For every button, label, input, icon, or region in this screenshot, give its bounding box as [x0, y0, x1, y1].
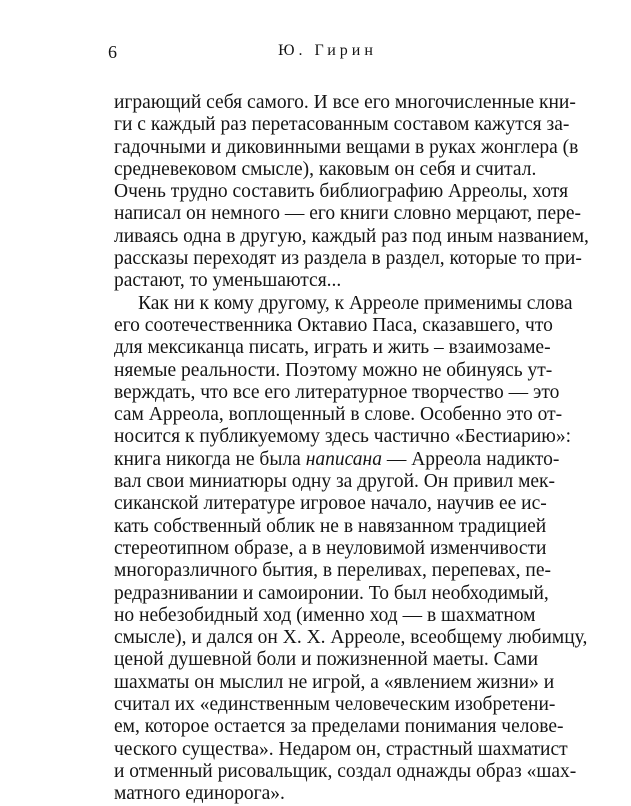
text-line: считал их «единственным человеческим изобретени-	[114, 694, 556, 716]
running-head: Ю. Гирин	[278, 42, 377, 59]
text-fragment: книга никогда не была	[114, 448, 306, 470]
text-line: матного единорога».	[114, 783, 285, 805]
text-line-with-italic	[114, 448, 560, 471]
text-line: ценой душевной боли и пожизненной маеты. Сами	[114, 649, 539, 671]
text-line: и отменный рисовальщик, создал однажды образ «шах-	[114, 760, 577, 782]
text-line: многоразличного бытия, в переливах, перепевах, пе-	[114, 560, 552, 582]
text-line: сиканской литературе игровое начало, научив ее ис-	[114, 493, 547, 515]
page-header	[108, 42, 533, 66]
text-line: рассказы переходят из раздела в раздел, которые то при-	[114, 248, 582, 270]
text-line: стереотипном образе, а в неуловимой изменчивости	[114, 537, 547, 559]
text-line: Как ни к кому другому, к Арреоле применимы слова	[138, 292, 573, 314]
text-line: кать собственный облик не в навязанном традицией	[114, 515, 547, 537]
body-text	[114, 92, 589, 806]
text-line: носится к публикуемому здесь частично «Бестиарию»:	[114, 426, 571, 448]
text-line: его соотечественника Октавио Паса, сказавшего, что	[114, 314, 553, 336]
text-line: ческого существа». Недаром он, страстный шахматист	[114, 738, 568, 760]
paragraph-1	[114, 92, 589, 293]
text-line: ем, которое остается за пределами понимания челове-	[114, 716, 564, 738]
text-fragment: — Арреола надикто-	[381, 448, 560, 470]
text-line: Очень трудно составить библиографию Арреолы, хотя	[114, 181, 569, 203]
text-line: растают, то уменьшаются...	[114, 270, 342, 292]
text-line: вал свои миниатюры одну за другой. Он привил мек-	[114, 471, 556, 493]
text-line: сам Арреола, воплощенный в слове. Особенно это от-	[114, 404, 563, 426]
text-line: ливаясь одна в другую, каждый раз под иным названием,	[114, 225, 589, 247]
text-line: написал он немного — его книги словно мерцают, пере-	[114, 203, 582, 225]
text-line: няемые реальности. Поэтому можно не обинуясь ут-	[114, 359, 553, 381]
text-line: шахматы он мыслил не игрой, а «явлением жизни» и	[114, 671, 555, 693]
text-line: для мексиканца писать, играть и жить – взаимозаме-	[114, 337, 551, 359]
italic-word: написана	[305, 448, 382, 470]
paragraph-2	[114, 292, 588, 806]
text-line: средневековом смысле), каковым он себя и считал.	[114, 158, 537, 180]
text-line: редразнивании и самоиронии. То был необходимый,	[114, 582, 549, 604]
text-line: гадочными и диковинными вещами в руках жонглера (в	[114, 136, 579, 158]
page-number: 6	[108, 42, 117, 62]
text-line: ги с каждый раз перетасованным составом кажутся за-	[114, 114, 570, 136]
text-line: верждать, что все его литературное творчество — это	[114, 381, 560, 403]
text-line: играющий себя самого. И все его многочисленные кни-	[114, 92, 576, 113]
text-line: смысле), и дался он Х. Х. Арреоле, всеобщему любимцу,	[114, 627, 588, 649]
text-line: но небезобидный ход (именно ход — в шахматном	[114, 604, 536, 626]
